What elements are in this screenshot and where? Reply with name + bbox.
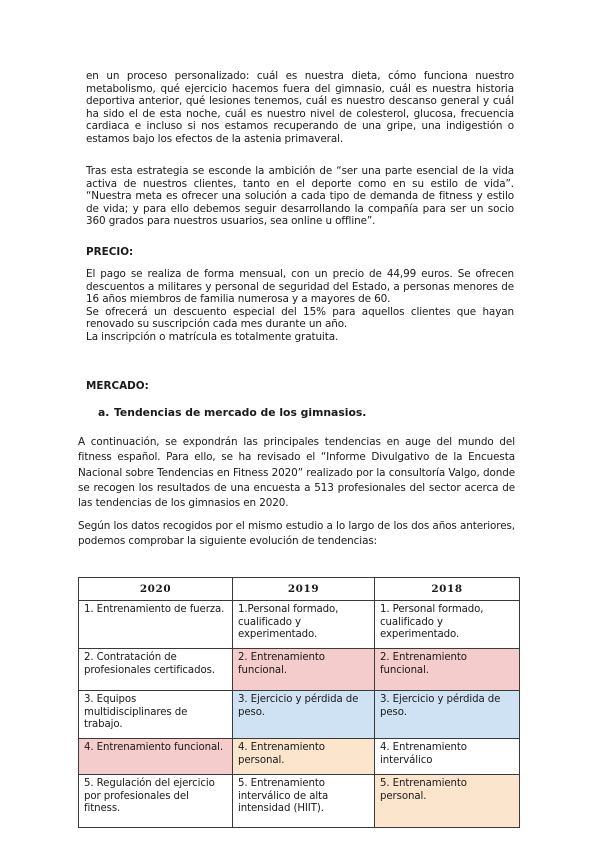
header-2019: 2019: [233, 578, 375, 601]
table-cell: 1.Personal formado, cualificado y experimentado.: [233, 601, 375, 649]
table-cell: 1. Entrenamiento de fuerza.: [79, 601, 233, 649]
mercado-paragraph-1: A continuación, se expondrán las principales tendencias en auge del mundo del fitness español. Para ello, se ha revisado el “Informe Divulgativo de la Encuesta Nacional sobre Tendencias en Fitness 2020” realizado por la consultoría Valgo, donde se recogen los resultados de una encuesta a 513 profesionales del sector acerca de las tendencias de los gimnasios en 2020.: [78, 436, 515, 510]
precio-line-2: Se ofrecerá un descuento especial del 15% para aquellos clientes que hayan renovado su suscripción cada mes durante un año.: [86, 305, 514, 331]
table-cell: 5. Regulación del ejercicio por profesionales del fitness.: [79, 775, 233, 828]
trends-table: [78, 577, 520, 828]
table-cell-highlight-pink: 2. Entrenamiento funcional.: [375, 649, 520, 691]
precio-body: [86, 268, 514, 344]
intro-paragraph-2: Tras esta estrategia se esconde la ambición de “ser una parte esencial de la vida activa de nuestros clientes, tanto en el deporte como en su estilo de vida”. “Nuestra meta es ofrecer una solución a cada tipo de demanda de fitness y estilo de vida; y para ello debemos seguir desarrollando la compañía para ser un socio 360 grados para nuestros usuarios, sea online u offline”.: [86, 165, 514, 228]
table-row: [79, 739, 520, 775]
table-cell: 2. Contratación de profesionales certificados.: [79, 649, 233, 691]
table-cell: 3. Equipos multidisciplinares de trabajo.: [79, 691, 233, 739]
subheading-text: Tendencias de mercado de los gimnasios.: [114, 406, 367, 419]
list-marker: a.: [98, 406, 110, 419]
precio-heading: PRECIO:: [86, 246, 134, 258]
table-cell-highlight-pink: 4. Entrenamiento funcional.: [79, 739, 233, 775]
table-cell-highlight-peach: 5. Entrenamiento personal.: [375, 775, 520, 828]
table-cell-highlight-blue: 3. Ejercicio y pérdida de peso.: [375, 691, 520, 739]
header-2018: 2018: [375, 578, 520, 601]
table-cell: 5. Entrenamiento interválico de alta intensidad (HIIT).: [233, 775, 375, 828]
table-row: [79, 691, 520, 739]
table-cell: 4. Entrenamiento interválico: [375, 739, 520, 775]
table-cell-highlight-blue: 3. Ejercicio y pérdida de peso.: [233, 691, 375, 739]
mercado-subheading: [98, 406, 366, 419]
table-cell-highlight-peach: 4. Entrenamiento personal.: [233, 739, 375, 775]
table-row: [79, 649, 520, 691]
precio-line-1: El pago se realiza de forma mensual, con un precio de 44,99 euros. Se ofrecen descuentos a militares y personal de seguridad del Estado, a personas menores de 16 años miembros de familia numerosa y a mayores de 60.: [86, 268, 514, 306]
table-header-row: [79, 578, 520, 601]
table-cell: 1. Personal formado, cualificado y experimentado.: [375, 601, 520, 649]
table-row: [79, 775, 520, 828]
table-cell-highlight-pink: 2. Entrenamiento funcional.: [233, 649, 375, 691]
header-2020: 2020: [79, 578, 233, 601]
mercado-heading: MERCADO:: [86, 380, 149, 392]
intro-paragraph-1: en un proceso personalizado: cuál es nuestra dieta, cómo funciona nuestro metabolismo, qué ejercicio hacemos fuera del gimnasio, cuál es nuestra historia deportiva anterior, qué lesiones tenemos, cuál es nuestro descanso general y cuál ha sido el de esta noche, cuál es nuestro nivel de colesterol, glucosa, frecuencia cardiaca e incluso si nos estamos recuperando de una gripe, una indigestión o estamos bajo los efectos de la astenia primaveral.: [86, 70, 514, 145]
precio-line-3: La inscripción o matrícula es totalmente gratuita.: [86, 330, 339, 343]
mercado-paragraph-2: Según los datos recogidos por el mismo estudio a lo largo de los dos años anteriores, podemos comprobar la siguiente evolución de tendencias:: [78, 520, 515, 548]
table-row: [79, 601, 520, 649]
